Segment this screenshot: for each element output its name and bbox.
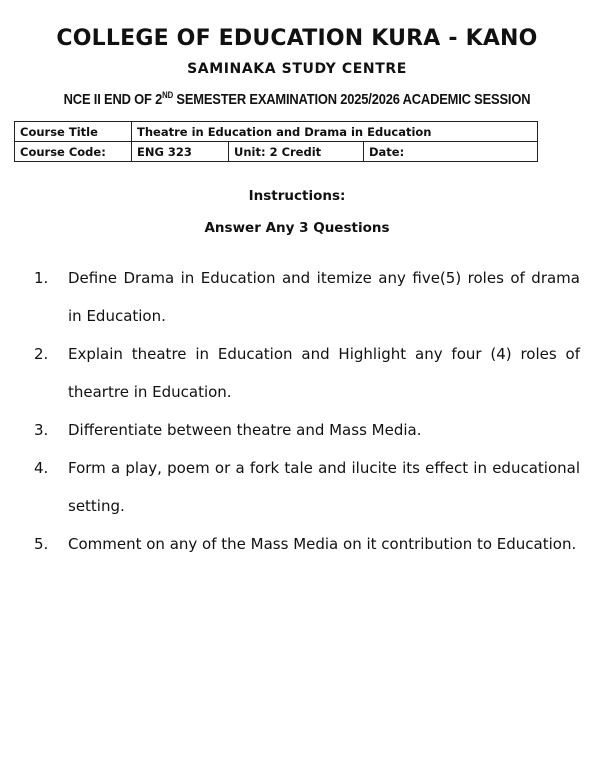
college-name: COLLEGE OF EDUCATION KURA - KANO xyxy=(56,26,538,51)
question-number: 1. xyxy=(34,269,49,287)
question-text: Form a play, poem or a fork tale and ilucite its effect in educational setting. xyxy=(68,459,580,515)
question-number: 2. xyxy=(34,345,49,363)
instructions-heading: Instructions: xyxy=(248,188,346,204)
course-code-label: Course Code: xyxy=(15,142,132,162)
question-item xyxy=(34,259,580,335)
question-item xyxy=(34,525,580,563)
course-info-table xyxy=(14,121,538,162)
course-title-row xyxy=(15,122,538,142)
question-item xyxy=(34,411,580,449)
question-number: 5. xyxy=(34,535,49,553)
question-item xyxy=(34,449,580,525)
question-number: 3. xyxy=(34,421,49,439)
exam-title-suffix: SEMESTER EXAMINATION 2025/2026 ACADEMIC SESSION xyxy=(172,91,531,108)
question-text: Comment on any of the Mass Media on it contribution to Education. xyxy=(68,535,577,553)
question-text: Define Drama in Education and itemize any five(5) roles of drama in Education. xyxy=(68,269,580,325)
instructions-text: Answer Any 3 Questions xyxy=(204,220,390,236)
exam-title-superscript: ND xyxy=(162,90,173,100)
questions-list xyxy=(34,259,580,563)
question-text: Explain theatre in Education and Highlight any four (4) roles of theartre in Education. xyxy=(68,345,580,401)
question-text: Differentiate between theatre and Mass Media. xyxy=(68,421,422,439)
course-title-label: Course Title xyxy=(15,122,132,142)
course-date: Date: xyxy=(364,142,538,162)
exam-title xyxy=(42,90,553,108)
course-unit: Unit: 2 Credit xyxy=(229,142,364,162)
study-centre: SAMINAKA STUDY CENTRE xyxy=(187,61,407,77)
exam-title-prefix: NCE II END OF 2 xyxy=(63,91,163,108)
course-code-row xyxy=(15,142,538,162)
course-code-value: ENG 323 xyxy=(132,142,229,162)
course-title-value: Theatre in Education and Drama in Education xyxy=(132,122,538,142)
question-number: 4. xyxy=(34,459,49,477)
question-item xyxy=(34,335,580,411)
